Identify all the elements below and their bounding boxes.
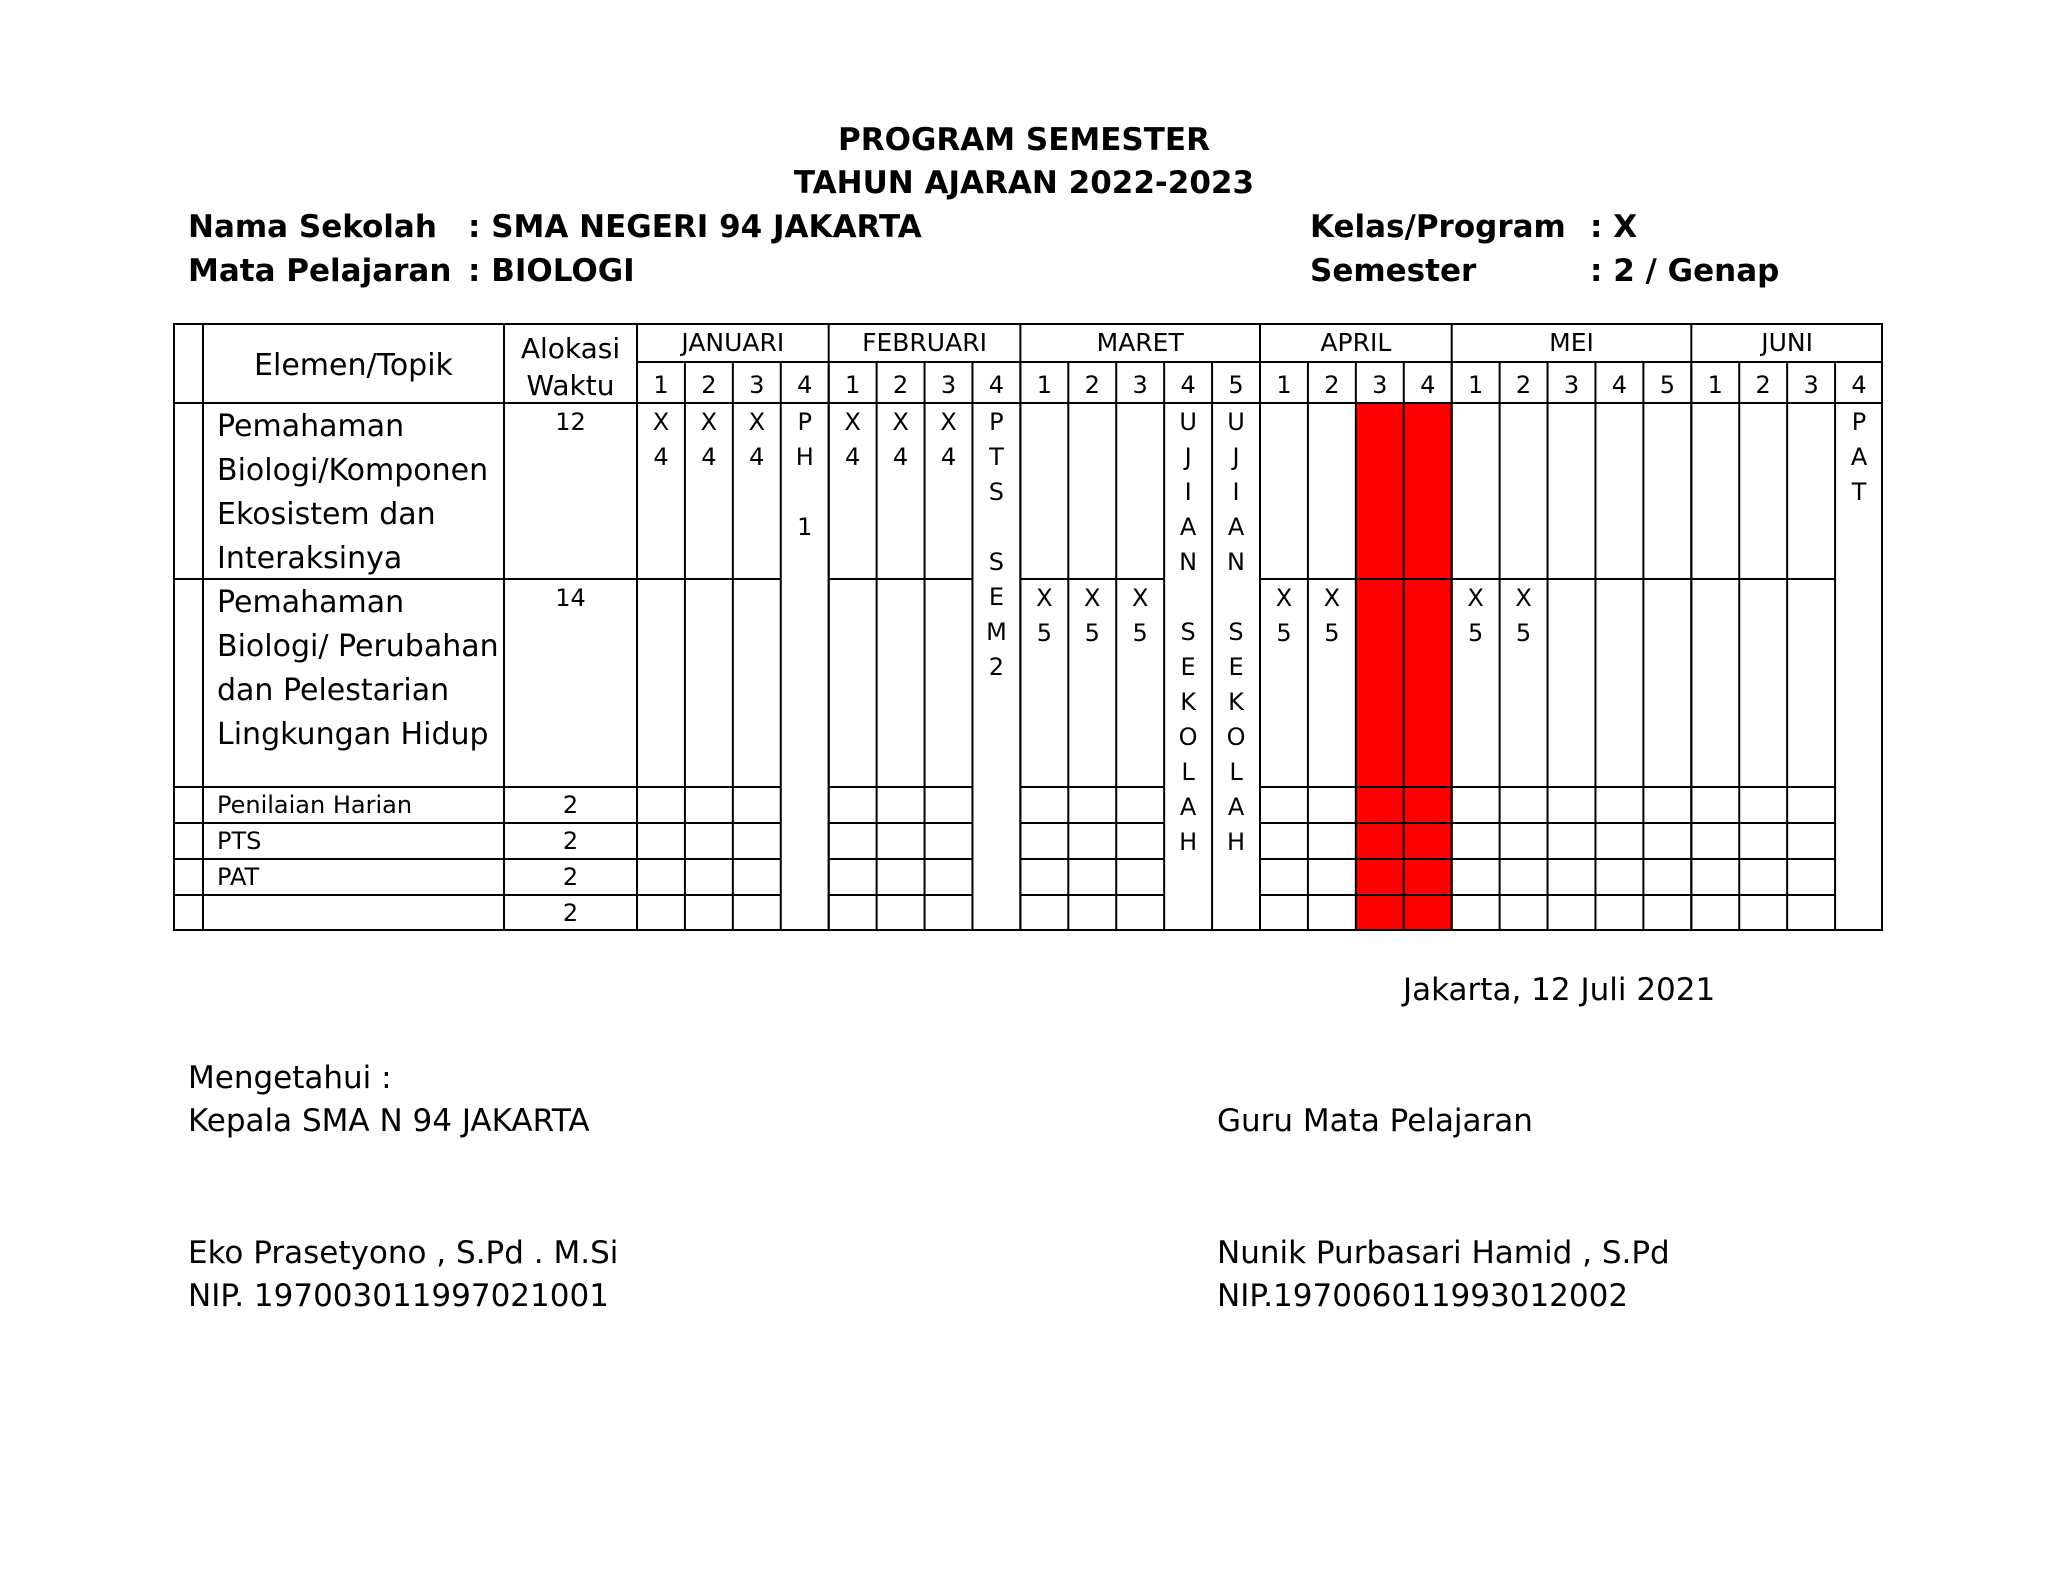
schedule-cell: 5 xyxy=(1084,619,1100,647)
week-number: 1 xyxy=(653,371,669,399)
subject-label: Mata Pelajaran xyxy=(188,253,452,289)
class-label: Kelas/Program xyxy=(1310,209,1566,245)
alloc-value: 12 xyxy=(555,408,586,436)
alloc-value: 2 xyxy=(562,863,579,891)
alloc-header: Alokasi xyxy=(520,332,621,365)
event-letter: A xyxy=(1850,443,1868,471)
event-letter: O xyxy=(1178,723,1198,751)
week-number: 3 xyxy=(1372,371,1388,399)
week-number: 4 xyxy=(988,371,1005,399)
month-label: MEI xyxy=(1549,328,1594,357)
week-number: 2 xyxy=(1324,371,1340,399)
week-number: 2 xyxy=(701,371,717,399)
schedule-cell: 5 xyxy=(1276,619,1292,647)
schedule-cell: X xyxy=(1084,584,1101,612)
schedule-cell: X xyxy=(1131,584,1149,612)
schedule-cell: 5 xyxy=(1132,619,1148,647)
schedule-cell: 5 xyxy=(1515,619,1532,647)
event-letter: J xyxy=(1184,443,1192,471)
place-date: Jakarta, 12 Juli 2021 xyxy=(1403,972,1716,1008)
schedule-cell: 5 xyxy=(1036,619,1052,647)
week-number: 4 xyxy=(1420,371,1436,399)
highlight-column xyxy=(1356,403,1404,931)
page-title: PROGRAM SEMESTER xyxy=(838,122,1210,158)
event-letter: L xyxy=(1181,758,1195,786)
acknowledge-label: Mengetahui : xyxy=(188,1060,392,1096)
event-letter: U xyxy=(1179,408,1197,436)
week-number: 2 xyxy=(1515,371,1532,399)
event-letter: T xyxy=(1851,478,1867,506)
semester-label: Semester xyxy=(1310,253,1477,289)
week-number: 5 xyxy=(1659,371,1675,399)
schedule-cell: 4 xyxy=(892,443,909,471)
schedule-cell: 5 xyxy=(1468,619,1484,647)
schedule-cell: X xyxy=(892,408,909,436)
week-number: 2 xyxy=(1755,371,1771,399)
class-value: : X xyxy=(1590,209,1638,245)
principal-title: Kepala SMA N 94 JAKARTA xyxy=(188,1103,590,1139)
event-letter: I xyxy=(1184,478,1192,506)
event-letter: A xyxy=(1179,513,1197,541)
schedule-cell: X xyxy=(1515,584,1532,612)
event-letter: E xyxy=(1180,653,1196,681)
event-letter: I xyxy=(1232,478,1240,506)
principal-nip: NIP. 197003011997021001 xyxy=(188,1278,609,1314)
event-letter: A xyxy=(1179,793,1197,821)
schedule-cell: 4 xyxy=(845,443,861,471)
teacher-name: Nunik Purbasari Hamid , S.Pd xyxy=(1217,1235,1670,1271)
event-letter: H xyxy=(1227,828,1246,856)
week-number: 4 xyxy=(1180,371,1196,399)
week-number: 2 xyxy=(892,371,909,399)
week-number: 4 xyxy=(797,371,813,399)
topic-text: Pemahaman xyxy=(217,409,405,444)
alloc-value: 2 xyxy=(562,827,579,855)
event-letter: S xyxy=(1228,618,1244,646)
event-letter: A xyxy=(1227,513,1245,541)
week-number: 1 xyxy=(1468,371,1484,399)
school-value: : SMA NEGERI 94 JAKARTA xyxy=(468,209,922,245)
event-letter: T xyxy=(989,443,1004,471)
schedule-cell: 4 xyxy=(701,443,717,471)
topic-text: Ekosistem dan xyxy=(217,497,436,532)
event-letter: E xyxy=(1228,653,1244,681)
event-letter: N xyxy=(1179,548,1198,576)
event-letter: K xyxy=(1228,688,1244,716)
alloc-value: 2 xyxy=(562,791,579,819)
week-number: 1 xyxy=(845,371,861,399)
alloc-value: 14 xyxy=(555,584,586,612)
week-number: 2 xyxy=(1084,371,1100,399)
week-number: 1 xyxy=(1707,371,1723,399)
highlight-column xyxy=(1404,403,1452,931)
topic-text: Biologi/ Perubahan xyxy=(217,629,499,664)
week-number: 3 xyxy=(749,371,765,399)
topic-text: Penilaian Harian xyxy=(217,791,413,819)
schedule-cell: X xyxy=(700,408,718,436)
topic-text: Pemahaman xyxy=(217,585,405,620)
event-letter: H xyxy=(795,443,814,471)
event-letter: N xyxy=(1227,548,1246,576)
event-letter: P xyxy=(797,408,812,436)
schedule-cell: X xyxy=(1275,584,1293,612)
principal-name: Eko Prasetyono , S.Pd . M.Si xyxy=(188,1235,619,1271)
month-label: APRIL xyxy=(1320,328,1392,357)
schedule-cell: X xyxy=(1036,584,1053,612)
event-letter: L xyxy=(1229,758,1243,786)
month-label: FEBRUARI xyxy=(862,328,987,357)
event-letter: P xyxy=(1851,408,1867,436)
schedule-cell: 4 xyxy=(653,443,669,471)
table-border xyxy=(174,324,1882,930)
page-subtitle: TAHUN AJARAN 2022-2023 xyxy=(793,165,1255,201)
schedule-cell: X xyxy=(1467,584,1484,612)
event-letter: S xyxy=(988,478,1005,506)
topic-text: PAT xyxy=(217,863,260,891)
teacher-nip: NIP.197006011993012002 xyxy=(1217,1278,1629,1314)
school-label: Nama Sekolah xyxy=(188,209,437,245)
topic-text: PTS xyxy=(217,827,262,855)
schedule-cell: X xyxy=(940,408,957,436)
week-number: 3 xyxy=(1132,371,1148,399)
event-letter: 1 xyxy=(797,513,813,541)
event-letter: M xyxy=(986,618,1007,646)
topic-text: Biologi/Komponen xyxy=(217,453,489,488)
schedule-table xyxy=(173,323,1883,933)
week-number: 1 xyxy=(1036,371,1052,399)
event-letter: S xyxy=(988,548,1005,576)
event-letter: H xyxy=(1179,828,1198,856)
event-letter: A xyxy=(1227,793,1245,821)
week-number: 3 xyxy=(1803,371,1819,399)
event-letter: 2 xyxy=(988,653,1005,681)
event-letter: P xyxy=(989,408,1004,436)
topic-text: dan Pelestarian xyxy=(217,673,450,708)
schedule-cell: 4 xyxy=(940,443,957,471)
semester-value: : 2 / Genap xyxy=(1590,253,1780,289)
schedule-cell: X xyxy=(748,408,766,436)
schedule-cell: X xyxy=(1323,584,1341,612)
topic-text: Interaksinya xyxy=(217,541,403,576)
month-label: MARET xyxy=(1096,328,1184,357)
month-label: JUNI xyxy=(1761,328,1814,357)
schedule-cell: X xyxy=(652,408,670,436)
event-letter: J xyxy=(1232,443,1240,471)
event-letter: K xyxy=(1180,688,1196,716)
alloc-value: 2 xyxy=(562,899,579,927)
week-number: 1 xyxy=(1276,371,1292,399)
teacher-title: Guru Mata Pelajaran xyxy=(1217,1103,1533,1139)
schedule-cell: X xyxy=(844,408,861,436)
week-number: 4 xyxy=(1851,371,1867,399)
month-label: JANUARI xyxy=(681,328,785,357)
topic-text: Lingkungan Hidup xyxy=(217,717,489,752)
schedule-cell: 4 xyxy=(749,443,765,471)
alloc-header: Waktu xyxy=(526,369,615,402)
event-letter: S xyxy=(1180,618,1196,646)
topic-header: Elemen/Topik xyxy=(254,348,453,383)
week-number: 3 xyxy=(1563,371,1580,399)
schedule-cell: 5 xyxy=(1324,619,1340,647)
event-letter: E xyxy=(988,583,1005,611)
week-number: 3 xyxy=(940,371,957,399)
week-number: 5 xyxy=(1228,371,1244,399)
subject-value: : BIOLOGI xyxy=(468,253,635,289)
event-letter: O xyxy=(1226,723,1246,751)
week-number: 4 xyxy=(1611,371,1628,399)
event-letter: U xyxy=(1227,408,1245,436)
